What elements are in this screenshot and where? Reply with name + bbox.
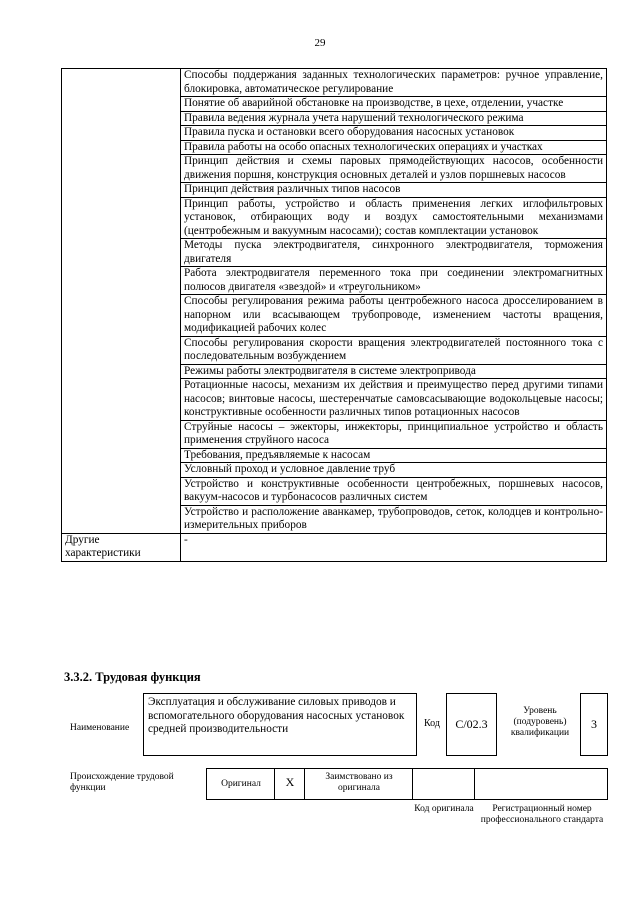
row-text-cell: Правила ведения журнала учета нарушений технологического режима xyxy=(181,111,607,126)
row-text-cell: Требования, предъявляемые к насосам xyxy=(181,448,607,463)
origin-label: Происхождение трудовой функции xyxy=(70,772,174,793)
row-text-cell: Принцип действия и схемы паровых прямодействующих насосов, особенности движения поршня, конструкция основных деталей и узлов поршневых насосов xyxy=(181,155,607,183)
row-text-cell: Правила пуска и остановки всего оборудования насосных установок xyxy=(181,126,607,141)
row-label-cell xyxy=(62,69,181,534)
row-text-cell: Способы регулирования режима работы центробежного насоса дросселированием в напорном или всасывающем трубопроводе, изменением частоты вращения, модификацией рабочих колес xyxy=(181,295,607,337)
row-text-cell: Принцип работы, устройство и область применения легких иглофильтровых установок, отбирающих воду и воздух самостоятельными механизмами (центробежным и вакуумным насосами); состав комплектации установок xyxy=(181,197,607,239)
row-text-cell: Принцип действия различных типов насосов xyxy=(181,183,607,198)
row-text-cell: Методы пуска электродвигателя, синхронного электродвигателя, торможения двигателя xyxy=(181,239,607,267)
section-heading: 3.3.2. Трудовая функция xyxy=(64,670,201,684)
code-value-box: C/02.3 xyxy=(446,693,497,756)
other-value-cell: - xyxy=(181,533,607,561)
origin-row xyxy=(206,768,608,800)
knowledge-table xyxy=(61,68,607,562)
reg-number-cell xyxy=(475,769,607,799)
row-text-cell: Понятие об аварийной обстановке на производстве, в цехе, отделении, участке xyxy=(181,97,607,112)
row-text-cell: Способы регулирования скорости вращения электродвигателей постоянного тока с последовательным возбуждением xyxy=(181,336,607,364)
borrowed-cell xyxy=(305,769,413,799)
row-text-cell: Работа электродвигателя переменного тока при соединении электромагнитных полюсов двигателя «звездой» и «треугольником» xyxy=(181,267,607,295)
page-number: 29 xyxy=(314,37,326,49)
original-cell xyxy=(207,769,275,799)
original-mark: X xyxy=(285,775,295,789)
row-text-cell: Устройство и конструктивные особенности центробежных, поршневых насосов, вакуум-насосов и турбонасосов различных систем xyxy=(181,477,607,505)
code-original-label: Код оригинала xyxy=(414,804,474,814)
table-row-other xyxy=(62,533,607,561)
level-label: Уровень (подуровень) квалификации xyxy=(510,706,570,738)
borrowed-label: Заимствовано из оригинала xyxy=(325,772,393,793)
row-text-cell: Правила работы на особо опасных технологических операциях и участках xyxy=(181,140,607,155)
row-text-cell: Устройство и расположение аванкамер, трубопроводов, сеток, колодцев и контрольно-измерительных приборов xyxy=(181,505,607,533)
other-label-cell: Другие характеристики xyxy=(62,533,181,561)
original-mark-cell xyxy=(275,769,305,799)
original-label: Оригинал xyxy=(221,779,261,789)
row-text-cell: Режимы работы электродвигателя в системе электропривода xyxy=(181,364,607,379)
code-original-cell xyxy=(413,769,475,799)
level-value-box: 3 xyxy=(580,693,608,756)
table-row xyxy=(62,69,607,97)
row-text-cell: Ротационные насосы, механизм их действия и преимущество перед другими типами насосов; винтовые насосы, шестеренчатые самовсасывающие водокольцевые насосы; конструктивные особенности различных типов ротационных насосов xyxy=(181,379,607,421)
row-text-cell: Условный проход и условное давление труб xyxy=(181,463,607,478)
row-text-cell: Способы поддержания заданных технологических параметров: ручное управление, блокировка, автоматическое регулирование xyxy=(181,69,607,97)
reg-number-label: Регистрационный номер профессионального стандарта xyxy=(480,804,604,825)
code-label: Код xyxy=(424,718,440,729)
function-name-box: Эксплуатация и обслуживание силовых приводов и вспомогательного оборудования насосных установок средней производительности xyxy=(143,693,417,756)
row-text-cell: Струйные насосы – эжекторы, инжекторы, принципиальное устройство и область применения струйного насоса xyxy=(181,420,607,448)
name-label: Наименование xyxy=(70,723,130,733)
